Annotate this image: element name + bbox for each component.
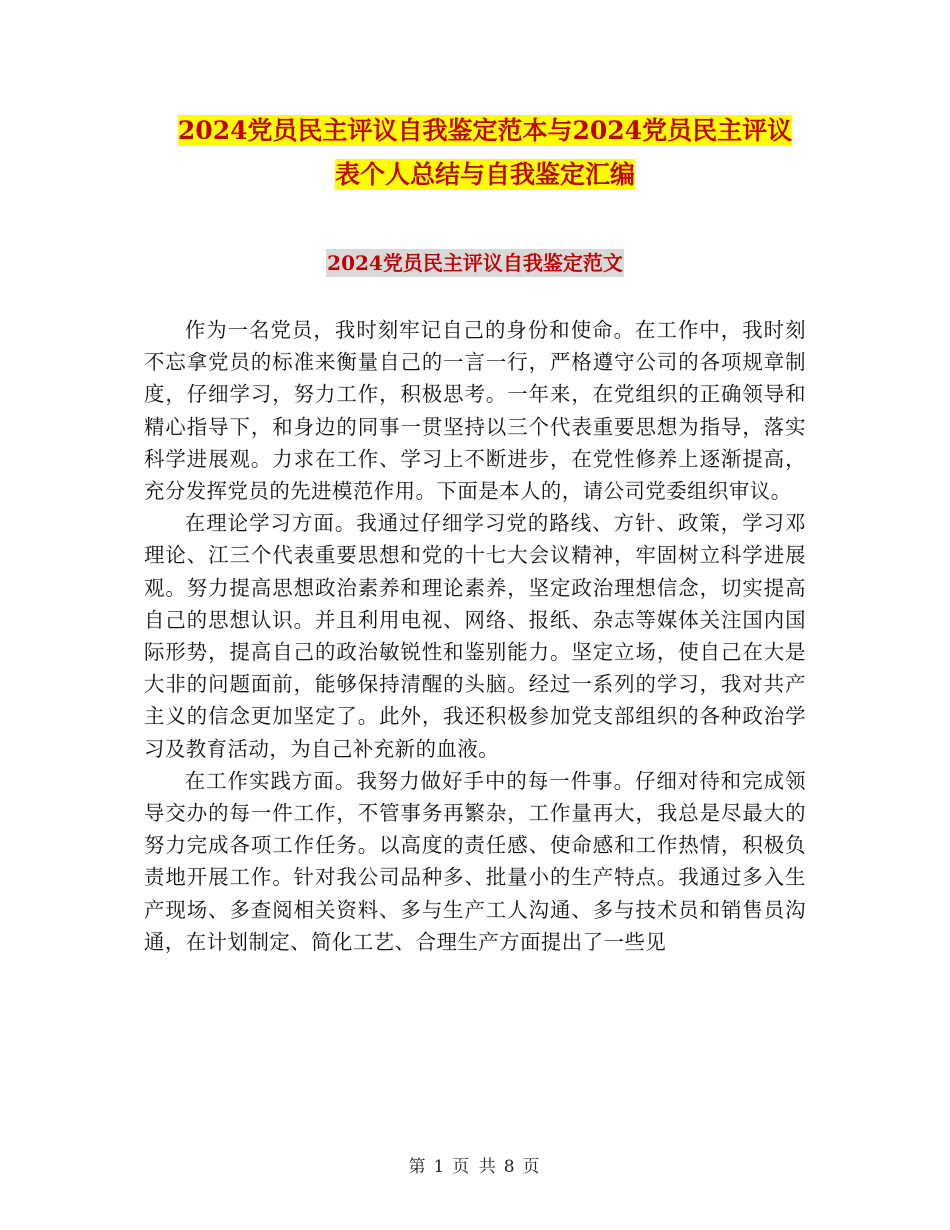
paragraph: 在工作实践方面。我努力做好手中的每一件事。仔细对待和完成领导交办的每一件工作，不管事务再繁杂，工作量再大，我总是尽最大的努力完成各项工作任务。以高度的责任感、使命感和工作热情，积极负责地开展工作。针对我公司品种多、批量小的生产特点。我通过多入生产现场、多查阅相关资料、多与生产工人沟通、多与技术员和销售员沟通，在计划制定、简化工艺、合理生产方面提出了一些见 — [144, 768, 806, 954]
footer-suffix: 页 — [522, 1157, 542, 1177]
total-pages: 8 — [503, 1157, 517, 1177]
document-title-line-2 — [140, 153, 830, 197]
footer-mid: 页 共 — [452, 1157, 498, 1177]
document-title-line-1 — [140, 109, 830, 153]
paragraph: 作为一名党员，我时刻牢记自己的身份和使命。在工作中，我时刻不忘拿党员的标准来衡量自己的一言一行，严格遵守公司的各项规章制度，仔细学习，努力工作，积极思考。一年来，在党组织的正确领导和精心指导下，和身边的同事一贯坚持以三个代表重要思想为指导，落实科学进展观。力求在工作、学习上不断进步，在党性修养上逐渐提高，充分发挥党员的先进模范作用。下面是本人的，请公司党委组织审议。 — [144, 318, 806, 504]
section-title-text: 2024党员民主评议自我鉴定范文 — [327, 251, 623, 275]
section-title — [140, 246, 810, 280]
title-line-2-text: 表个人总结与自我鉴定汇编 — [334, 160, 635, 189]
footer-prefix: 第 — [408, 1157, 428, 1177]
page-number: 1 — [433, 1157, 447, 1177]
paragraph: 在理论学习方面。我通过仔细学习党的路线、方针、政策，学习邓理论、江三个代表重要思想和党的十七大会议精神，牢固树立科学进展观。努力提高思想政治素养和理论素养，坚定政治理想信念，切实提高自己的思想认识。并且利用电视、网络、报纸、杂志等媒体关注国内国际形势，提高自己的政治敏锐性和鉴别能力。坚定立场，使自己在大是大非的问题面前，能够保持清醒的头脑。经过一系列的学习，我对共产主义的信念更加坚定了。此外，我还积极参加党支部组织的各种政治学习及教育活动，为自己补充新的血液。 — [144, 511, 806, 761]
document-body — [144, 314, 806, 958]
page-footer — [0, 1152, 950, 1177]
title-line-1-text: 2024党员民主评议自我鉴定范本与2024党员民主评议 — [177, 116, 793, 145]
